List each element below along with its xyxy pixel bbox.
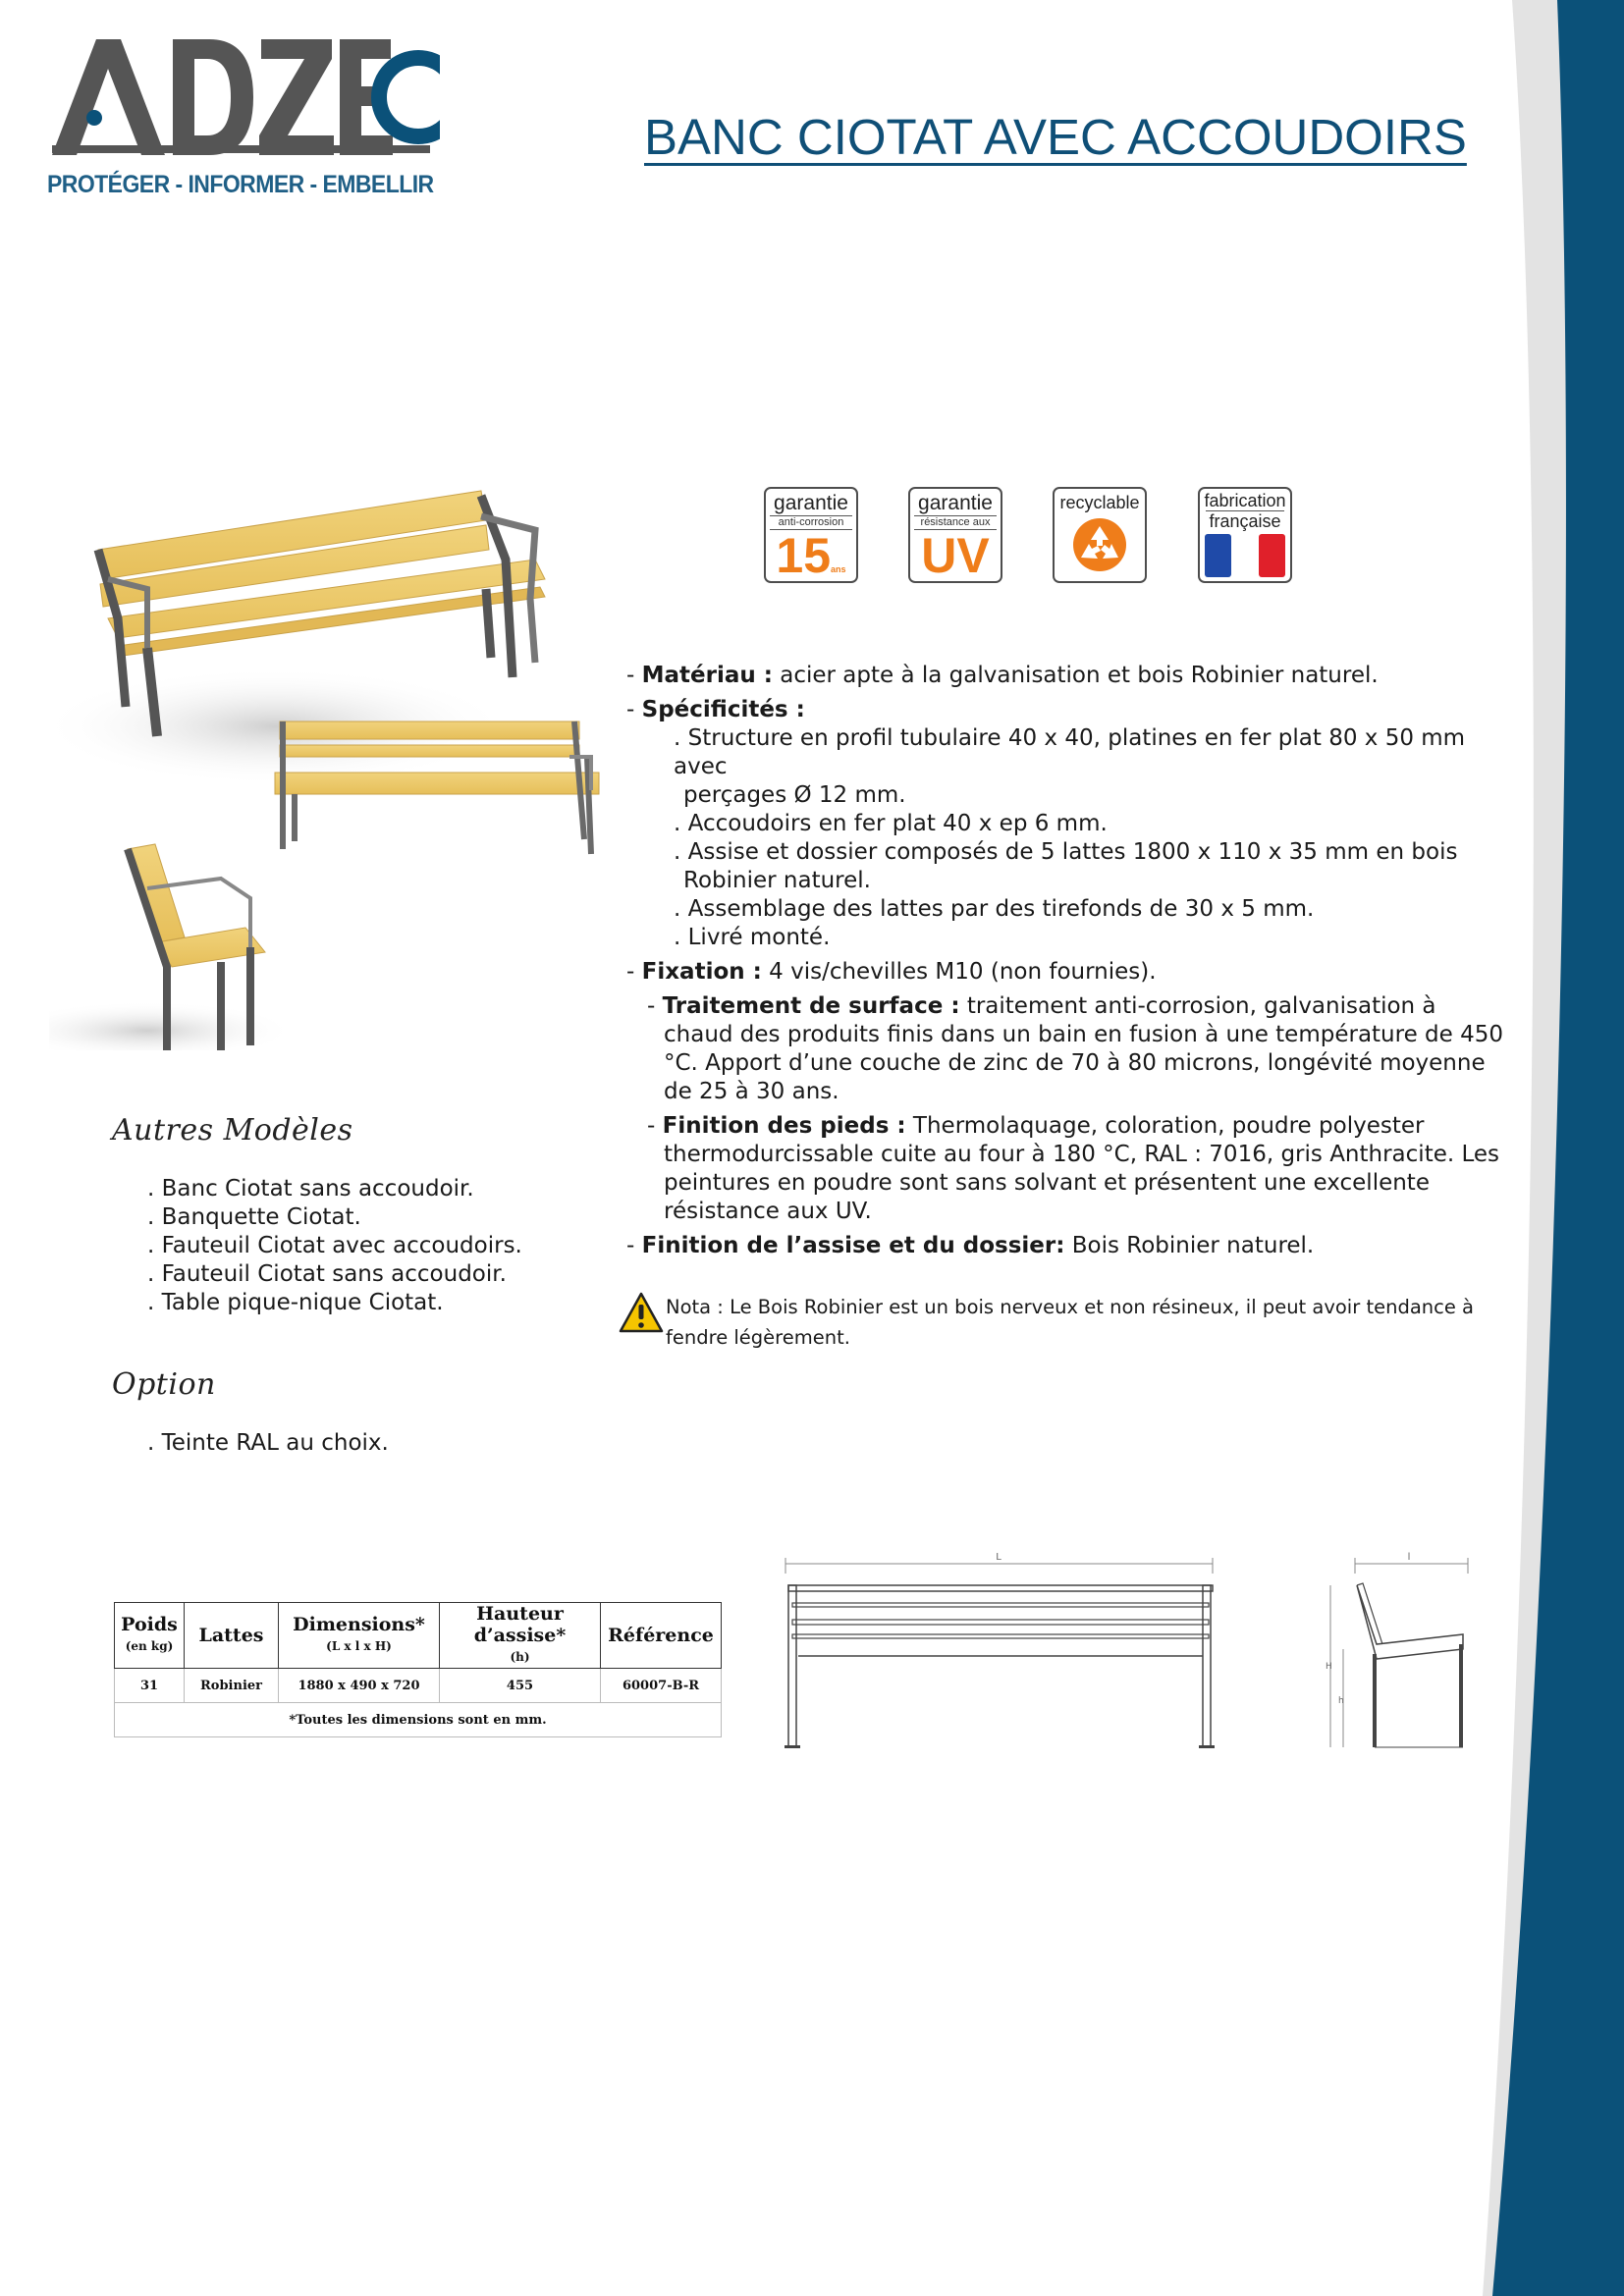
anti-corrosion-warranty-badge — [764, 487, 858, 583]
french-flag-icon — [1205, 534, 1285, 577]
badge-line2: anti-corrosion — [770, 515, 852, 530]
list-item: . Structure en profil tubulaire 40 x 40, platines en fer plat 80 x 50 mm avec perçages Ø 12 mm. — [674, 725, 1466, 808]
spec-specificites-list — [626, 724, 1510, 952]
list-item: . Banc Ciotat sans accoudoir. — [147, 1176, 474, 1201]
spec-fixation: - Fixation : 4 vis/chevilles M10 (non fournies). — [626, 959, 1157, 985]
badge-line1: garantie — [774, 492, 848, 514]
recycle-icon — [1065, 514, 1134, 575]
uv-resistance-badge — [908, 487, 1002, 583]
list-item: . Assise et dossier composés de 5 lattes 1800 x 110 x 35 mm en bois Robinier naturel. — [674, 839, 1458, 893]
list-item: . Teinte RAL au choix. — [147, 1430, 389, 1456]
list-item: . Banquette Ciotat. — [147, 1204, 361, 1230]
table-cell: 31 — [115, 1669, 185, 1703]
list-item: . Fauteuil Ciotat avec accoudoirs. — [147, 1233, 522, 1258]
spec-traitement: - Traitement de surface : traitement anti-corrosion, galvanisation à chaud des produits finis dans un bain en fusion à une température de 450 °C. Apport d’une couche de zinc de 70 à 80 microns, longévité moyenne de 25 à 30 ans. — [647, 993, 1504, 1104]
warning-icon — [619, 1292, 664, 1333]
list-item: . Table pique-nique Ciotat. — [147, 1290, 444, 1315]
table-header: Hauteur d’assise* (h) — [440, 1603, 601, 1669]
spec-finition-assise: - Finition de l’assise et du dossier: Bois Robinier naturel. — [626, 1233, 1315, 1258]
table-footnote-row — [115, 1703, 722, 1737]
spec-materiau: - Matériau : acier apte à la galvanisation et bois Robinier naturel. — [626, 663, 1379, 688]
spec-finition-pieds: - Finition des pieds : Thermolaquage, coloration, poudre polyester thermodurcissable cuite au four à 180 °C, RAL : 7016, gris Anthracite. Les peintures en poudre sont sans solvant et présentent une excellente résistance aux UV. — [647, 1113, 1500, 1224]
option-heading: Option — [112, 1367, 216, 1402]
table-header: Lattes — [185, 1603, 279, 1669]
badge-line2: française — [1206, 510, 1284, 531]
recyclable-badge — [1053, 487, 1147, 583]
nota-text: Nota : Le Bois Robinier est un bois nerveux et non résineux, il peut avoir tendance à fendre légèrement. — [666, 1296, 1474, 1349]
brand-logo — [47, 29, 440, 162]
nota-warning — [619, 1292, 1502, 1353]
table-cell: Robinier — [185, 1669, 279, 1703]
badge-line2: résistance aux — [914, 515, 997, 530]
uv-icon: UV — [921, 528, 990, 583]
spec-specificites: - Spécificités : — [626, 697, 805, 722]
brand-tagline: PROTÉGER - INFORMER - EMBELLIR — [47, 171, 434, 198]
side-view-drawing — [1316, 1546, 1488, 1762]
list-item: . Accoudoirs en fer plat 40 x ep 6 mm. — [674, 811, 1108, 836]
list-item: . Assemblage des lattes par des tirefonds de 30 x 5 mm. — [674, 896, 1315, 922]
table-cell: 1880 x 490 x 720 — [279, 1669, 440, 1703]
bench-product-illustration — [49, 481, 619, 1050]
table-header: Poids (en kg) — [115, 1603, 185, 1669]
table-cell: 60007-B-R — [601, 1669, 722, 1703]
dimensions-table — [114, 1602, 722, 1737]
table-cell: 455 — [440, 1669, 601, 1703]
dimension-label: H — [1326, 1662, 1332, 1672]
badge-line1: recyclable — [1059, 493, 1140, 512]
specifications — [626, 662, 1510, 1266]
warranty-15-icon: 15ans — [776, 528, 846, 583]
dimension-label: h — [1338, 1696, 1344, 1706]
autres-modeles-list — [147, 1175, 522, 1317]
badge-line1: garantie — [918, 492, 993, 514]
front-view-drawing — [781, 1546, 1222, 1762]
autres-modeles-heading: Autres Modèles — [112, 1113, 353, 1148]
dimension-label: L — [996, 1552, 1001, 1563]
option-list — [147, 1429, 389, 1458]
made-in-france-badge — [1198, 487, 1292, 583]
list-item: . Fauteuil Ciotat sans accoudoir. — [147, 1261, 507, 1287]
page-title: BANC CIOTAT AVEC ACCOUDOIRS — [644, 109, 1467, 165]
badge-line1: fabrication — [1204, 491, 1286, 510]
table-header: Dimensions* (L x l x H) — [279, 1603, 440, 1669]
table-footnote: *Toutes les dimensions sont en mm. — [115, 1703, 722, 1737]
table-row — [115, 1669, 722, 1703]
list-item: . Livré monté. — [674, 925, 831, 950]
table-header: Référence — [601, 1603, 722, 1669]
dimension-label: l — [1407, 1552, 1411, 1563]
